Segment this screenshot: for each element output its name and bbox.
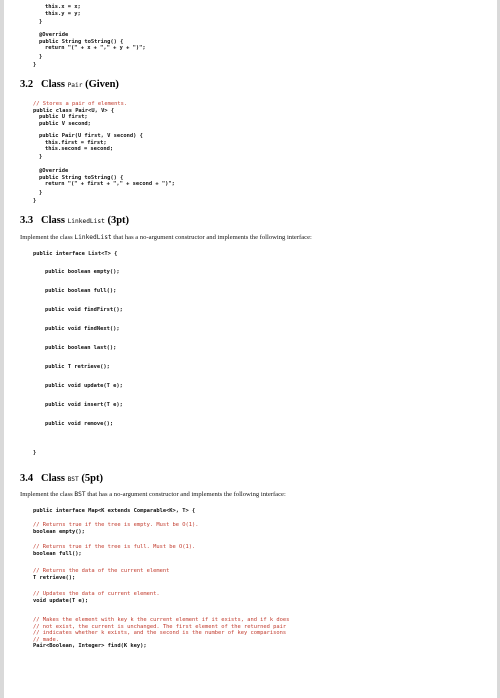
code-comment: // Updates the data of current element. [33,591,160,597]
code-line: public String toString() { [39,174,124,181]
code-line: } [39,54,43,60]
code-line: public V second; [39,120,91,127]
code-line: } [39,154,43,160]
code-line: public U first; [39,114,88,120]
code-line: public Pair(U first, V second) { [39,133,143,139]
code-line: this.y = y; [45,10,81,17]
section-heading-3-4: 3.4 Class BST (5pt) [20,473,103,484]
code-line: @Override [39,168,69,174]
code-comment: // made. [33,636,59,643]
code-line: } [39,19,43,25]
code-line: public T retrieve(); [45,364,110,370]
code-line: return "(" + x + "," + y + ")"; [45,45,146,51]
code-line: public class Pair<U, V> { [33,107,115,114]
section-paragraph: Implement the class BST that has a no-argument constructor and implements the following interface: [20,491,286,498]
code-comment: // Returns true if the tree is full. Must be O(1). [33,544,196,550]
code-line: } [39,190,43,196]
code-comment: // indicates whether k exists, and the second is the number of key comparisons [33,630,287,636]
code-comment: // Makes the element with key k the current element if it exists, and if k does [33,617,290,623]
code-line: boolean empty(); [33,528,85,535]
section-heading-3-3: 3.3 Class LinkedList (3pt) [20,215,130,226]
code-line: public boolean last(); [45,345,117,351]
code-line: public void update(T e); [45,383,123,389]
code-line: public String toString() { [39,38,124,45]
code-line: public void findNext(); [45,326,120,332]
code-line: this.second = second; [45,146,114,152]
code-line: void update(T e); [33,597,89,604]
code-line: public void findFirst(); [45,307,123,313]
code-line: public void insert(T e); [45,402,123,408]
code-line: this.x = x; [45,4,81,10]
code-line: public interface List<T> { [33,251,118,257]
section-heading-3-2: 3.2 Class Pair (Given) [20,79,119,90]
code-line: Pair<Boolean, Integer> find(K key); [33,643,147,649]
code-line: boolean full(); [33,550,82,557]
code-comment: // Returns true if the tree is empty. Must be O(1). [33,522,199,528]
section-paragraph: Implement the class LinkedList that has a no-argument constructor and implements the following interface: [20,234,312,241]
code-comment: // Returns the data of the current element [33,568,170,574]
code-comment: // not exist, the current is unchanged. The first element of the returned pair [33,623,287,630]
code-line: } [33,62,37,68]
code-line: this.first = first; [45,139,107,146]
code-line: public boolean empty(); [45,269,120,275]
code-line: T retrieve(); [33,574,76,581]
code-line: return "(" + first + "," + second + ")"; [45,181,175,187]
code-line: @Override [39,32,69,38]
code-comment: // Stores a pair of elements. [33,101,128,107]
code-line: public void remove(); [45,421,114,427]
code-line: } [33,198,37,204]
code-line: public boolean full(); [45,288,117,294]
code-line: public interface Map<K extends Comparable<K>, T> { [33,508,196,514]
code-line: } [33,450,37,456]
